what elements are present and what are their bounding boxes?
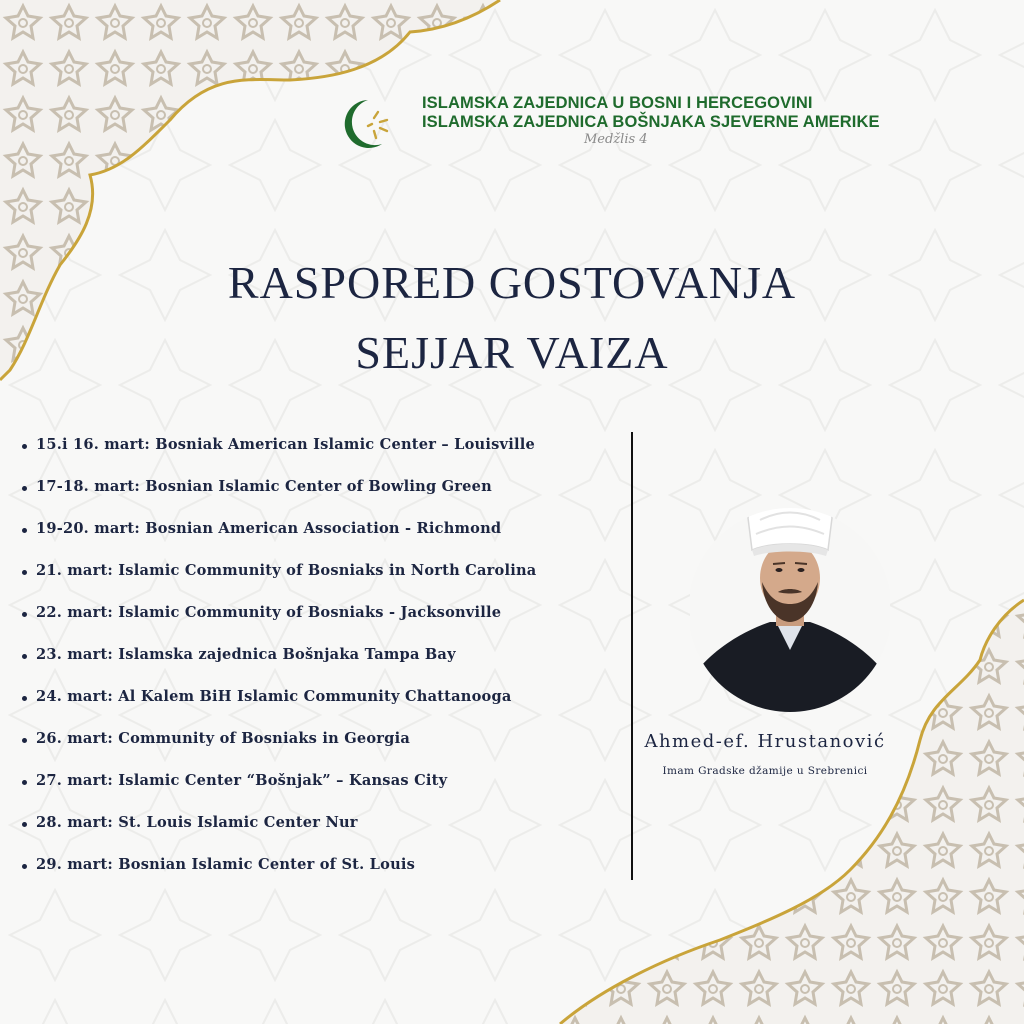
list-item (22, 478, 622, 520)
bullet-icon (22, 738, 27, 743)
bullet-icon (22, 612, 27, 617)
bullet-icon (22, 570, 27, 575)
vertical-divider (631, 432, 633, 880)
bullet-icon (22, 696, 27, 701)
list-item (22, 772, 622, 814)
list-item (22, 520, 622, 562)
list-item (22, 688, 622, 730)
bullet-icon (22, 486, 27, 491)
list-item (22, 436, 622, 478)
schedule-entry: 19-20. mart: Bosnian American Association - Richmond (36, 520, 502, 537)
org-name-line-1: ISLAMSKA ZAJEDNICA U BOSNI I HERCEGOVINI (422, 94, 813, 112)
bullet-icon (22, 528, 27, 533)
schedule-entry: 23. mart: Islamska zajednica Bošnjaka Tampa Bay (36, 646, 456, 663)
schedule-list (22, 436, 622, 898)
schedule-entry: 17-18. mart: Bosnian Islamic Center of Bowling Green (36, 478, 492, 495)
org-subunit: Medžlis 4 (584, 132, 648, 147)
crescent-star-logo (338, 96, 394, 152)
list-item (22, 646, 622, 688)
speaker-role: Imam Gradske džamije u Srebrenici (662, 765, 868, 777)
organization-header (338, 92, 880, 152)
list-item (22, 604, 622, 646)
schedule-entry: 29. mart: Bosnian Islamic Center of St. Louis (36, 856, 416, 873)
speaker-portrait (690, 490, 890, 720)
schedule-entry: 26. mart: Community of Bosniaks in Georgia (36, 730, 410, 747)
list-item (22, 730, 622, 772)
org-name-line-2: ISLAMSKA ZAJEDNICA BOŠNJAKA SJEVERNE AMERIKE (422, 113, 880, 131)
bullet-icon (22, 864, 27, 869)
bullet-icon (22, 780, 27, 785)
schedule-entry: 21. mart: Islamic Community of Bosniaks in North Carolina (36, 562, 537, 579)
bullet-icon (22, 444, 27, 449)
page-title-line-2: SEJJAR VAIZA (355, 327, 669, 378)
schedule-entry: 28. mart: St. Louis Islamic Center Nur (36, 814, 358, 831)
list-item (22, 562, 622, 604)
list-item (22, 856, 622, 898)
schedule-entry: 22. mart: Islamic Community of Bosniaks - Jacksonville (36, 604, 502, 621)
list-item (22, 814, 622, 856)
bullet-icon (22, 654, 27, 659)
schedule-entry: 15.i 16. mart: Bosniak American Islamic Center – Louisville (36, 436, 535, 453)
bullet-icon (22, 822, 27, 827)
speaker-name: Ahmed-ef. Hrustanović (644, 731, 886, 752)
schedule-entry: 24. mart: Al Kalem BiH Islamic Community Chattanooga (36, 688, 512, 705)
page-title-line-1: RASPORED GOSTOVANJA (227, 257, 797, 308)
schedule-entry: 27. mart: Islamic Center “Bošnjak” – Kansas City (36, 772, 448, 789)
